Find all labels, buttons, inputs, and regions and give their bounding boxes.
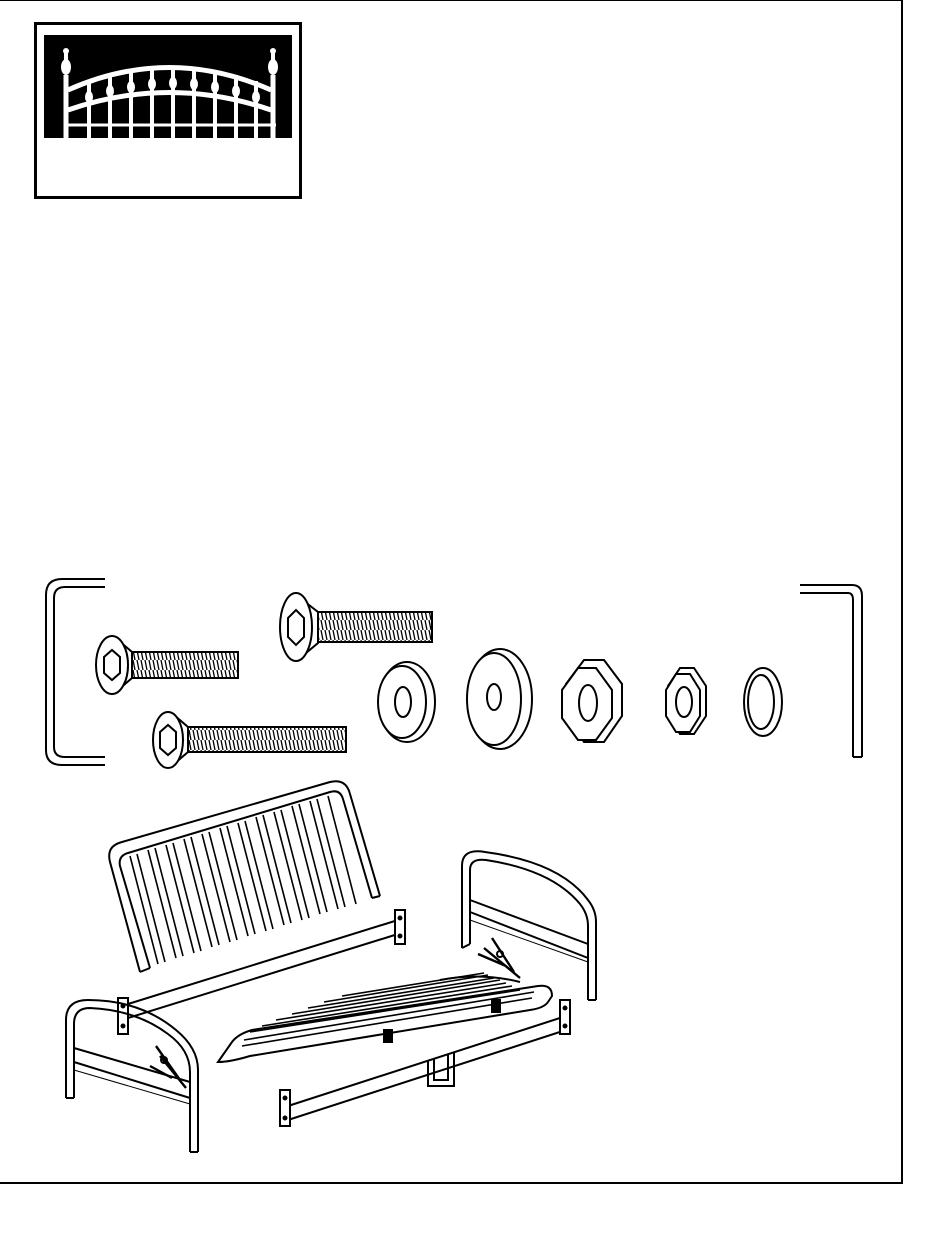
logo-plate bbox=[44, 35, 292, 138]
futon-frame-exploded-view-icon bbox=[66, 781, 596, 1152]
allen-wrench-icon bbox=[800, 585, 862, 757]
long-bolt-lower-icon bbox=[153, 712, 346, 768]
lock-washer-icon bbox=[744, 668, 782, 736]
large-washer-icon bbox=[467, 649, 532, 749]
hex-nut-small-icon bbox=[666, 668, 706, 734]
hex-nut-large-icon bbox=[562, 660, 622, 742]
long-bolt-icon bbox=[280, 593, 432, 661]
iron-gate-headboard-icon bbox=[44, 35, 292, 138]
assembly-illustration bbox=[0, 560, 903, 1180]
hardware-and-frame-drawing bbox=[0, 560, 903, 1180]
flat-washer-icon bbox=[378, 662, 435, 742]
short-bolt-icon bbox=[96, 636, 238, 694]
right-arm bbox=[462, 851, 596, 1000]
brand-logo bbox=[34, 22, 302, 199]
left-arm bbox=[66, 1000, 198, 1152]
